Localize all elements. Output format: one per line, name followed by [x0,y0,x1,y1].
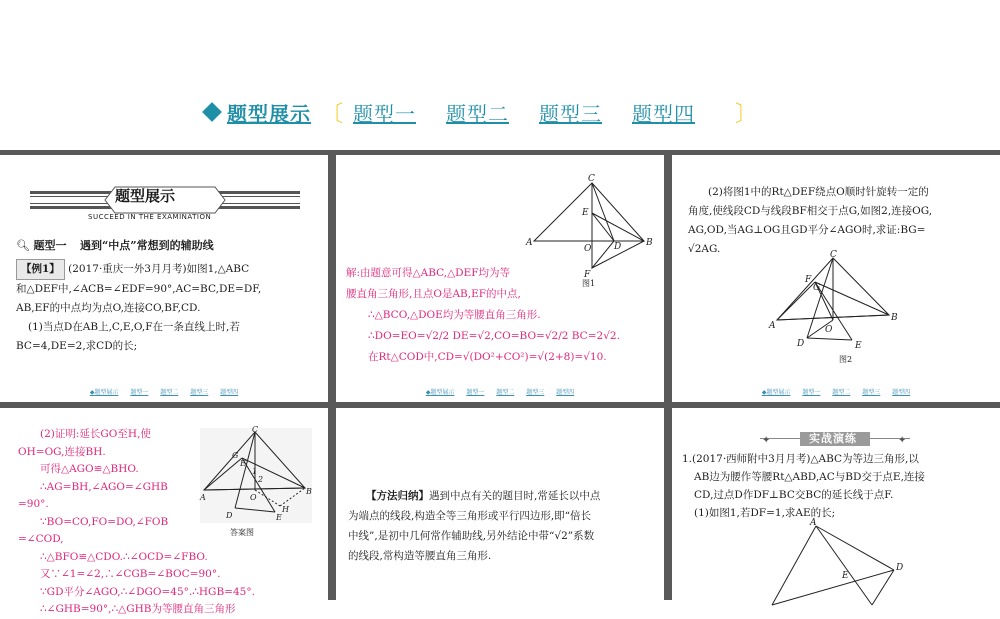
tab-type-2[interactable]: 题型二 [446,101,510,126]
point-label: D [614,242,622,252]
tab-type-3[interactable]: 题型三 [539,101,603,126]
problem-text [16,259,321,356]
nav-title[interactable]: 题型展示 [227,101,311,126]
point-label: H [282,505,289,514]
method-line: 中线”,是初中几何常作辅助线,另外结论中带“√2”系数 [348,530,595,542]
point-label: D [896,563,904,573]
magnifier-icon: 🔍︎ [16,239,30,252]
point-label: C [830,250,837,260]
point-label: 2 [258,475,264,484]
point-label: C [252,425,259,434]
proof-line: ∴∠GHB=90°,∴△GHB为等腰直角三角形 [40,603,236,615]
method-line: 【方法归纳】遇到中点有关的题目时,常延长以中点 [366,490,601,502]
point-label: O [825,325,833,335]
problem-line: (2)将图1中的Rt△DEF绕点O顺时针旋转一定的 [708,186,929,198]
solution-line: ∴DO=EO=√2/2 DE=√2,CO=BO=√2/2 BC=2√2. [368,330,620,342]
exercise-line: AB边为腰作等腰Rt△ABD,AC与BD交于点E,连接 [694,471,925,483]
problem-line: AB,EF的中点均为点O,连接CO,BF,CD. [16,302,201,314]
footer-link-title[interactable]: ◆题型展示 [89,389,119,396]
problem-line: BC=4,DE=2,求CD的长; [16,340,138,352]
proof-line: OH=OG,连接BH. [18,445,106,458]
exercise-line: CD,过点D作DF⊥BC交BC的延长线于点F. [694,489,894,501]
method-tag: 【方法归纳】 [366,490,429,502]
point-label: E [276,513,282,522]
footer-link-1[interactable]: 题型一 [130,389,149,396]
point-label: O [584,244,592,254]
practice-title: 实战演练 [809,432,857,445]
tab-type-4[interactable]: 题型四 [632,101,696,126]
footer-link-3[interactable]: 题型三 [862,389,881,396]
exercise-line: 1.(2017·西师附中3月月考)△ABC为等边三角形,以 [682,453,919,465]
footer-link-title[interactable]: ◆题型展示 [425,389,455,396]
proof-line: =90°. [18,498,49,510]
slide-footer [0,387,328,396]
slide-footer [336,387,664,396]
slide-4[interactable] [0,408,328,615]
footer-link-3[interactable]: 题型三 [190,389,209,396]
exercise-text [682,450,992,522]
method-summary [348,486,653,566]
figure-caption: 图2 [839,355,853,364]
point-label: E [842,571,849,581]
figure-caption: 图1 [582,279,596,288]
point-label: G [813,283,821,293]
footer-link-4[interactable]: 题型四 [556,389,575,396]
problem-line: 【例1】 (2017·重庆一外3月月考)如图1,△ABC [16,259,321,280]
point-label: B [646,238,653,248]
banner-title: 题型展示 [115,187,176,205]
point-label: D [226,511,233,520]
proof-line: ∴AG=BH,∠AGO=∠GHB [40,480,168,493]
type-heading [16,237,214,253]
proof-line: (2)证明:延长GO至H,使 [40,428,151,440]
footer-link-3[interactable]: 题型三 [526,389,545,396]
point-label: F [805,275,812,285]
slide-2[interactable] [336,155,664,402]
proof-line: 可得△AGO≌△BHO. [40,463,139,475]
topic-nav [205,98,767,126]
svg-text:✦: ✦ [762,435,771,446]
point-label: D [797,339,805,349]
point-label: A [200,493,206,502]
header [0,0,1000,150]
proof-line: ∵GD平分∠AGO,∴∠DGO=45°.∴HGB=45°. [40,585,255,598]
proof-line: ∴△BFO≌△CDO.∴∠OCD=∠FBO. [40,550,208,563]
slide-5[interactable] [336,408,664,600]
footer-link-2[interactable]: 题型二 [832,389,851,396]
slide-1[interactable] [0,155,328,402]
problem-line: (1)当点D在AB上,C,E,O,F在一条直线上时,若 [28,321,240,333]
proof-line: =∠COD, [18,533,64,545]
answer-figure [200,425,312,538]
solution-line: 腰直角三角形,且点O是AB,EF的中点, [346,288,521,300]
solution-line: 在Rt△COD中,CD=√(DO²+CO²)=√(2+8)=√10. [368,351,607,363]
method-line: 的线段,常构造等腰直角三角形. [348,550,492,562]
footer-link-2[interactable]: 题型二 [496,389,515,396]
tab-type-1[interactable]: 题型一 [353,101,417,126]
problem-line: AG,OD,当AG⊥OG且GD平分∠AGO时,求证:BG= [688,224,926,236]
point-label: C [588,174,595,184]
svg-text:✦: ✦ [898,435,907,446]
point-label: E [240,459,246,468]
footer-link-1[interactable]: 题型一 [466,389,485,396]
point-label: A [769,321,776,331]
problem-text [688,183,988,259]
close-paren: 〕 [735,101,758,127]
solution-text [346,263,646,368]
point-label: B [891,313,898,323]
slide-6[interactable] [672,408,1000,600]
footer-link-4[interactable]: 题型四 [892,389,911,396]
banner-subtitle: SUCCEED IN THE EXAMINATION [88,213,212,221]
proof-line: ∵BO=CO,FO=DO,∠FOB [40,515,169,528]
slide-footer [672,387,1000,396]
problem-line: √2AG. [688,243,721,255]
solution-line: 解:由题意可得△ABC,△DEF均为等 [346,267,511,279]
solution-line: ∴△BCO,△DOE均为等腰直角三角形. [368,309,541,321]
point-label: A [810,518,817,528]
diamond-icon [202,102,222,122]
open-paren: 〔 [321,101,344,127]
exercise-line: (1)如图1,若DF=1,求AE的长; [694,507,836,519]
problem-line: 角度,使线段CD与线段BF相交于点G,如图2,连接OG, [688,205,933,217]
footer-link-4[interactable]: 题型四 [220,389,239,396]
type-title: 遇到“中点”常想到的辅助线 [79,239,214,252]
point-label: A [526,238,533,248]
exercise-figure [762,520,922,600]
point-label: B [306,487,312,496]
point-label: F [584,270,591,280]
figure-2 [767,250,907,365]
point-label: G [232,451,239,460]
example-tag: 【例1】 [16,259,65,280]
proof-line: 又∵∠1=∠2,∴∠CGB=∠BOC=90°. [40,568,221,580]
point-label: E [582,208,589,218]
type-label: 题型一 [33,239,67,252]
footer-link-2[interactable]: 题型二 [160,389,179,396]
slide-3[interactable] [672,155,1000,402]
problem-line: 和△DEF中,∠ACB=∠EDF=90°,AC=BC,DE=DF, [16,283,262,295]
point-label: 1 [252,467,258,476]
point-label: O [250,493,257,502]
footer-link-title[interactable]: ◆题型展示 [761,389,791,396]
method-line: 为端点的线段,构造全等三角形或平行四边形,即“倍长 [348,510,592,522]
footer-link-1[interactable]: 题型一 [802,389,821,396]
point-label: E [855,341,862,351]
figure-caption: 答案图 [230,528,254,537]
